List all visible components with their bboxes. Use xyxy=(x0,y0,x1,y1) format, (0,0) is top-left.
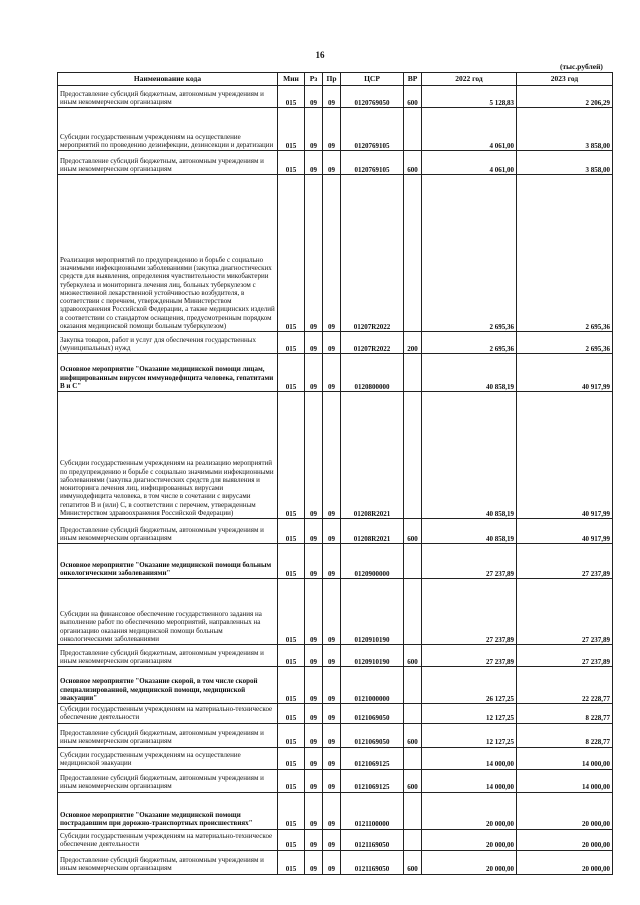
row-pr: 09 xyxy=(323,108,341,151)
table-row xyxy=(58,86,613,108)
row-min: 015 xyxy=(278,392,305,519)
row-name: Предоставление субсидий бюджетным, автономным учреждениям и иным некоммерческим организациям xyxy=(58,723,278,747)
row-rz: 09 xyxy=(305,579,323,645)
row-csr: 0121069125 xyxy=(341,769,404,792)
row-2023: 3 858,00 xyxy=(517,151,613,175)
row-2022: 40 858,19 xyxy=(422,392,517,519)
table-row xyxy=(58,792,613,829)
row-2023: 22 228,77 xyxy=(517,667,613,704)
row-pr: 09 xyxy=(323,645,341,667)
row-name: Предоставление субсидий бюджетным, автономным учреждениям и иным некоммерческим организациям xyxy=(58,769,278,792)
row-name: Основное мероприятие "Оказание медицинской помощи лицам, инфицированным вирусом иммунодефицита человека, гепатитами В и С" xyxy=(58,354,278,392)
row-min: 015 xyxy=(278,769,305,792)
row-csr: 0120910190 xyxy=(341,579,404,645)
table-row xyxy=(58,151,613,175)
row-min: 015 xyxy=(278,332,305,354)
row-pr: 09 xyxy=(323,354,341,392)
row-2022: 27 237,89 xyxy=(422,544,517,579)
row-2022: 12 127,25 xyxy=(422,704,517,724)
row-name: Предоставление субсидий бюджетным, автономным учреждениям и иным некоммерческим организациям xyxy=(58,151,278,175)
row-2023: 27 237,89 xyxy=(517,544,613,579)
row-vr xyxy=(404,544,422,579)
page-number: 16 xyxy=(315,50,325,60)
row-min: 015 xyxy=(278,792,305,829)
row-2023: 14 000,00 xyxy=(517,747,613,769)
row-vr: 600 xyxy=(404,151,422,175)
row-vr: 600 xyxy=(404,645,422,667)
unit-label: (тыс.рублей) xyxy=(560,62,603,71)
row-2022: 14 000,00 xyxy=(422,747,517,769)
row-name: Субсидии государственным учреждениям на материально-техническое обеспечение деятельности xyxy=(58,704,278,724)
row-vr: 600 xyxy=(404,519,422,544)
row-vr: 600 xyxy=(404,86,422,108)
row-min: 015 xyxy=(278,747,305,769)
row-2023: 40 917,99 xyxy=(517,354,613,392)
row-name: Субсидии государственным учреждениям на материально-техническое обеспечение деятельности xyxy=(58,829,278,850)
row-csr: 0120769050 xyxy=(341,86,404,108)
row-2023: 27 237,89 xyxy=(517,645,613,667)
row-pr: 09 xyxy=(323,544,341,579)
row-min: 015 xyxy=(278,829,305,850)
row-2022: 5 128,83 xyxy=(422,86,517,108)
row-2022: 2 695,36 xyxy=(422,332,517,354)
row-csr: 0120800000 xyxy=(341,354,404,392)
row-min: 015 xyxy=(278,645,305,667)
row-vr xyxy=(404,108,422,151)
row-min: 015 xyxy=(278,151,305,175)
table-row xyxy=(58,704,613,724)
row-pr: 09 xyxy=(323,792,341,829)
table-row xyxy=(58,519,613,544)
row-pr: 09 xyxy=(323,392,341,519)
row-vr xyxy=(404,667,422,704)
row-2023: 40 917,99 xyxy=(517,392,613,519)
row-rz: 09 xyxy=(305,86,323,108)
table-row xyxy=(58,392,613,519)
row-vr: 600 xyxy=(404,850,422,874)
table-row xyxy=(58,829,613,850)
row-csr: 01207R2022 xyxy=(341,332,404,354)
row-name: Субсидии государственным учреждениям на реализацию мероприятий по предупреждению и борьбе с социально значимыми инфекционными заболеваниями (закупка диагностических средств для выявления и мониторинга лечения лиц, инфицированных вирусами иммунодефицита человека, в том числе в сочетании с вирусами гепатитов В и (или) С, в соответствии с перечнем, утвержденным Министерством здравоохранения Российской Федерации) xyxy=(58,392,278,519)
row-pr: 09 xyxy=(323,175,341,332)
row-2022: 20 000,00 xyxy=(422,829,517,850)
row-min: 015 xyxy=(278,723,305,747)
row-2022: 4 061,00 xyxy=(422,151,517,175)
table-header-row xyxy=(58,73,613,86)
row-2023: 20 000,00 xyxy=(517,850,613,874)
row-2022: 20 000,00 xyxy=(422,792,517,829)
row-name: Субсидии государственным учреждениям на осуществление мероприятий по проведению дезинфекции, дезинсекции и дератизации xyxy=(58,108,278,151)
row-csr: 0121069050 xyxy=(341,723,404,747)
row-name: Основное мероприятие "Оказание медицинской помощи пострадавшим при дорожно-транспортных происшествиях" xyxy=(58,792,278,829)
table-row xyxy=(58,579,613,645)
row-pr: 09 xyxy=(323,704,341,724)
row-rz: 09 xyxy=(305,769,323,792)
row-rz: 09 xyxy=(305,645,323,667)
header-min: Мин xyxy=(278,73,305,86)
row-min: 015 xyxy=(278,544,305,579)
row-vr: 600 xyxy=(404,769,422,792)
header-vr: ВР xyxy=(404,73,422,86)
row-csr: 01208R2021 xyxy=(341,519,404,544)
row-2022: 40 858,19 xyxy=(422,354,517,392)
row-min: 015 xyxy=(278,108,305,151)
row-2023: 8 228,77 xyxy=(517,723,613,747)
row-vr xyxy=(404,175,422,332)
row-name: Закупка товаров, работ и услуг для обеспечения государственных (муниципальных) нужд xyxy=(58,332,278,354)
header-name: Наименование кода xyxy=(58,73,278,86)
row-2022: 12 127,25 xyxy=(422,723,517,747)
row-pr: 09 xyxy=(323,850,341,874)
row-vr xyxy=(404,792,422,829)
row-2023: 20 000,00 xyxy=(517,792,613,829)
table-row xyxy=(58,108,613,151)
row-pr: 09 xyxy=(323,519,341,544)
row-vr xyxy=(404,829,422,850)
row-csr: 0121069125 xyxy=(341,747,404,769)
row-vr xyxy=(404,704,422,724)
row-min: 015 xyxy=(278,579,305,645)
row-vr xyxy=(404,579,422,645)
row-name: Основное мероприятие "Оказание медицинской помощи больным онкологическими заболеваниями" xyxy=(58,544,278,579)
table-row xyxy=(58,667,613,704)
header-2023: 2023 год xyxy=(517,73,613,86)
row-rz: 09 xyxy=(305,175,323,332)
row-pr: 09 xyxy=(323,151,341,175)
row-2023: 2 695,36 xyxy=(517,332,613,354)
row-pr: 09 xyxy=(323,769,341,792)
row-name: Предоставление субсидий бюджетным, автономным учреждениям и иным некоммерческим организациям xyxy=(58,519,278,544)
row-2022: 14 000,00 xyxy=(422,769,517,792)
row-rz: 09 xyxy=(305,519,323,544)
row-csr: 0120900000 xyxy=(341,544,404,579)
row-vr xyxy=(404,354,422,392)
row-2023: 40 917,99 xyxy=(517,519,613,544)
row-pr: 09 xyxy=(323,829,341,850)
row-vr: 200 xyxy=(404,332,422,354)
table-row xyxy=(58,723,613,747)
row-csr: 0121169050 xyxy=(341,829,404,850)
row-rz: 09 xyxy=(305,544,323,579)
row-2022: 4 061,00 xyxy=(422,108,517,151)
row-pr: 09 xyxy=(323,332,341,354)
row-rz: 09 xyxy=(305,332,323,354)
row-2022: 26 127,25 xyxy=(422,667,517,704)
row-csr: 0120769105 xyxy=(341,151,404,175)
budget-table xyxy=(57,72,613,875)
row-rz: 09 xyxy=(305,723,323,747)
table-row xyxy=(58,354,613,392)
table-row xyxy=(58,850,613,874)
row-min: 015 xyxy=(278,850,305,874)
row-csr: 0120769105 xyxy=(341,108,404,151)
row-csr: 0121000000 xyxy=(341,667,404,704)
row-rz: 09 xyxy=(305,704,323,724)
row-min: 015 xyxy=(278,704,305,724)
row-csr: 01208R2021 xyxy=(341,392,404,519)
row-pr: 09 xyxy=(323,667,341,704)
row-rz: 09 xyxy=(305,354,323,392)
row-2023: 2 206,29 xyxy=(517,86,613,108)
row-rz: 09 xyxy=(305,747,323,769)
row-rz: 09 xyxy=(305,792,323,829)
table-row xyxy=(58,747,613,769)
row-2022: 27 237,89 xyxy=(422,579,517,645)
row-2023: 14 000,00 xyxy=(517,769,613,792)
row-csr: 0121069050 xyxy=(341,704,404,724)
table-row xyxy=(58,175,613,332)
row-pr: 09 xyxy=(323,86,341,108)
table-body xyxy=(58,86,613,875)
table-row xyxy=(58,769,613,792)
row-2023: 20 000,00 xyxy=(517,829,613,850)
row-name: Субсидии на финансовое обеспечение государственного задания на выполнение работ по обеспечению мероприятий, направленных на организацию оказания медицинской помощи больным онкологическими заболеваниями xyxy=(58,579,278,645)
table-row xyxy=(58,332,613,354)
row-vr: 600 xyxy=(404,723,422,747)
row-min: 015 xyxy=(278,86,305,108)
row-name: Реализация мероприятий по предупреждению и борьбе с социально значимыми инфекционными заболеваниями (закупка диагностических средств для выявления, определения чувствительности микобактерии туберкулеза и мониторинга лечения лиц, больных туберкулезом с множественной лекарственной устойчивостью возбудителя, в соответствии с перечнем, утвержденным Министерством здравоохранения Российской Федерации, а также медицинских изделий в соответствии со стандартом оснащения, предусмотренным порядком оказания медицинской помощи больным туберкулезом) xyxy=(58,175,278,332)
row-2023: 3 858,00 xyxy=(517,108,613,151)
row-2022: 27 237,89 xyxy=(422,645,517,667)
row-rz: 09 xyxy=(305,850,323,874)
table-row xyxy=(58,544,613,579)
header-pr: Пр xyxy=(323,73,341,86)
row-csr: 0121100000 xyxy=(341,792,404,829)
row-vr xyxy=(404,747,422,769)
row-csr: 01207R2022 xyxy=(341,175,404,332)
table-row xyxy=(58,645,613,667)
row-min: 015 xyxy=(278,667,305,704)
row-min: 015 xyxy=(278,175,305,332)
row-name: Предоставление субсидий бюджетным, автономным учреждениям и иным некоммерческим организациям xyxy=(58,850,278,874)
row-2022: 20 000,00 xyxy=(422,850,517,874)
row-name: Предоставление субсидий бюджетным, автономным учреждениям и иным некоммерческим организациям xyxy=(58,645,278,667)
row-pr: 09 xyxy=(323,579,341,645)
header-rz: Рз xyxy=(305,73,323,86)
row-rz: 09 xyxy=(305,667,323,704)
row-min: 015 xyxy=(278,519,305,544)
row-rz: 09 xyxy=(305,108,323,151)
row-2023: 2 695,36 xyxy=(517,175,613,332)
row-pr: 09 xyxy=(323,747,341,769)
row-name: Субсидии государственным учреждениям на осуществление медицинской эвакуации xyxy=(58,747,278,769)
row-2022: 40 858,19 xyxy=(422,519,517,544)
header-csr: ЦСР xyxy=(341,73,404,86)
row-csr: 0120910190 xyxy=(341,645,404,667)
row-csr: 0121169050 xyxy=(341,850,404,874)
row-rz: 09 xyxy=(305,151,323,175)
row-2022: 2 695,36 xyxy=(422,175,517,332)
row-name: Предоставление субсидий бюджетным, автономным учреждениям и иным некоммерческим организациям xyxy=(58,86,278,108)
row-vr xyxy=(404,392,422,519)
row-rz: 09 xyxy=(305,829,323,850)
row-min: 015 xyxy=(278,354,305,392)
row-2023: 8 228,77 xyxy=(517,704,613,724)
row-2023: 27 237,89 xyxy=(517,579,613,645)
row-rz: 09 xyxy=(305,392,323,519)
row-name: Основное мероприятие "Оказание скорой, в том числе скорой специализированной, медицинской помощи, медицинской эвакуации" xyxy=(58,667,278,704)
row-pr: 09 xyxy=(323,723,341,747)
header-2022: 2022 год xyxy=(422,73,517,86)
